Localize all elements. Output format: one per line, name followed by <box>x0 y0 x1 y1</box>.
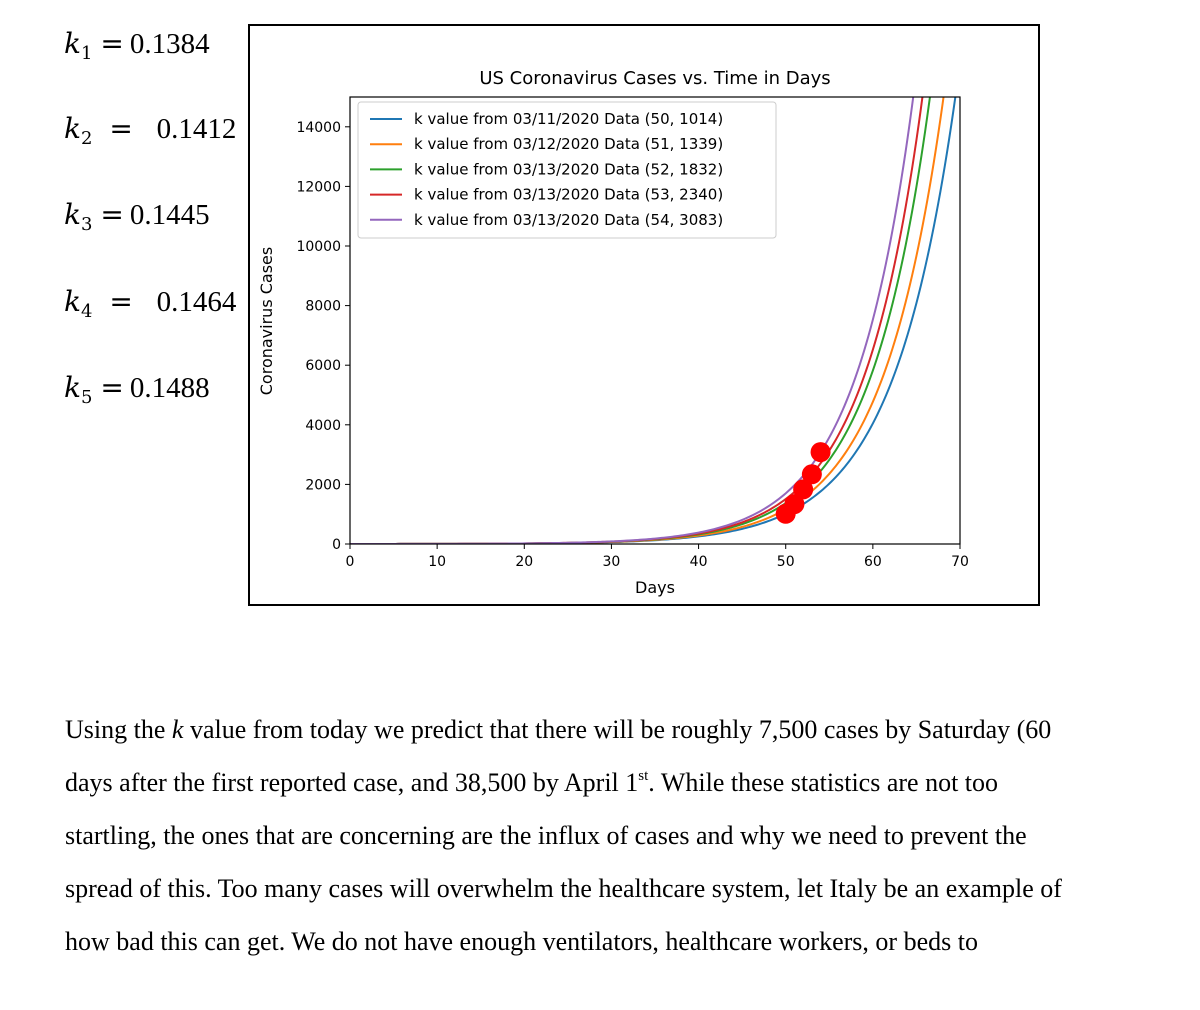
k-value-number: 0.1488 <box>129 372 210 404</box>
k-symbol: k <box>64 112 81 145</box>
y-tick-label: 8000 <box>305 298 341 315</box>
k-subscript: 2 <box>80 128 93 149</box>
y-tick-label: 10000 <box>296 239 341 255</box>
legend-entry-label: k value from 03/13/2020 Data (52, 1832) <box>414 160 724 179</box>
k-value-number: 0.1384 <box>129 28 210 60</box>
x-tick-label: 10 <box>428 554 447 570</box>
x-tick-label: 40 <box>689 554 708 570</box>
k-subscript: 5 <box>80 387 93 408</box>
k-symbol: k <box>64 198 81 231</box>
k-value-5: $k_5 = 0.1488$ <box>64 371 210 408</box>
y-tick-label: 12000 <box>296 179 341 196</box>
y-tick-label: 6000 <box>305 358 341 375</box>
chart-legend <box>358 102 776 238</box>
k-value-4: $k_4 = 0.1464$ <box>64 285 237 322</box>
legend-entry-label: k value from 03/13/2020 Data (54, 3083) <box>414 210 724 229</box>
k-value-3: $k_3 = 0.1445$ <box>64 198 210 235</box>
x-tick-label: 60 <box>863 554 882 570</box>
x-tick-label: 50 <box>776 554 795 570</box>
y-tick-label: 14000 <box>296 119 341 136</box>
k-value-2: $k_2 = 0.1412$ <box>64 112 237 149</box>
ordinal-superscript: st <box>638 768 649 784</box>
paragraph-line-2 <box>65 756 1185 809</box>
y-tick-label: 2000 <box>305 477 341 494</box>
y-tick-label: 4000 <box>305 417 341 434</box>
paragraph-line-4: spread of this. Too many cases will overwhelm the healthcare system, let Italy be an example of <box>65 874 1062 903</box>
k-value-number: 0.1445 <box>129 199 210 231</box>
k-symbol: k <box>64 27 81 60</box>
x-axis-ticks <box>346 544 969 570</box>
x-tick-label: 20 <box>515 554 534 570</box>
paragraph-text: days after the first reported case, and 38,500 by April 1 <box>65 768 639 797</box>
data-point-marker <box>802 464 822 484</box>
k-subscript: 1 <box>80 43 93 64</box>
x-axis-label: Days <box>635 578 675 597</box>
chart-canvas <box>250 26 1038 604</box>
data-points <box>776 442 831 524</box>
paragraph-text: . While these statistics are not too <box>648 768 999 797</box>
paragraph-line-5: how bad this can get. We do not have enough ventilators, healthcare workers, or beds to <box>65 927 978 956</box>
paragraph-k-italic: k <box>171 715 184 744</box>
k-value-number: 0.1412 <box>156 113 237 145</box>
x-tick-label: 30 <box>602 554 621 570</box>
paragraph-text: Using the <box>65 715 172 744</box>
data-point-marker <box>811 442 831 462</box>
legend-entry-label: k value from 03/12/2020 Data (51, 1339) <box>414 135 724 154</box>
chart-figure <box>248 24 1040 606</box>
x-tick-label: 70 <box>951 554 969 570</box>
x-tick-label: 0 <box>345 554 355 570</box>
paragraph-text: value from today we predict that there will be roughly 7,500 cases by Saturday (60 <box>183 715 1052 744</box>
k-value-number: 0.1464 <box>156 286 237 318</box>
chart-title: US Coronavirus Cases vs. Time in Days <box>479 68 831 89</box>
paragraph-line-3: startling, the ones that are concerning are the influx of cases and why we need to prevent the <box>65 821 1027 850</box>
legend-entry-label: k value from 03/11/2020 Data (50, 1014) <box>414 110 724 128</box>
k-symbol: k <box>64 285 81 318</box>
k-subscript: 3 <box>80 214 93 235</box>
y-axis-ticks <box>296 120 350 553</box>
k-symbol: k <box>64 371 81 404</box>
legend-entry-label: k value from 03/13/2020 Data (53, 2340) <box>414 185 724 204</box>
y-axis-label: Coronavirus Cases <box>257 246 276 396</box>
y-tick-label: 0 <box>332 537 341 553</box>
k-subscript: 4 <box>80 301 93 322</box>
paragraph-line-1 <box>65 703 1185 756</box>
k-value-1: $k_1 = 0.1384$ <box>64 27 210 64</box>
